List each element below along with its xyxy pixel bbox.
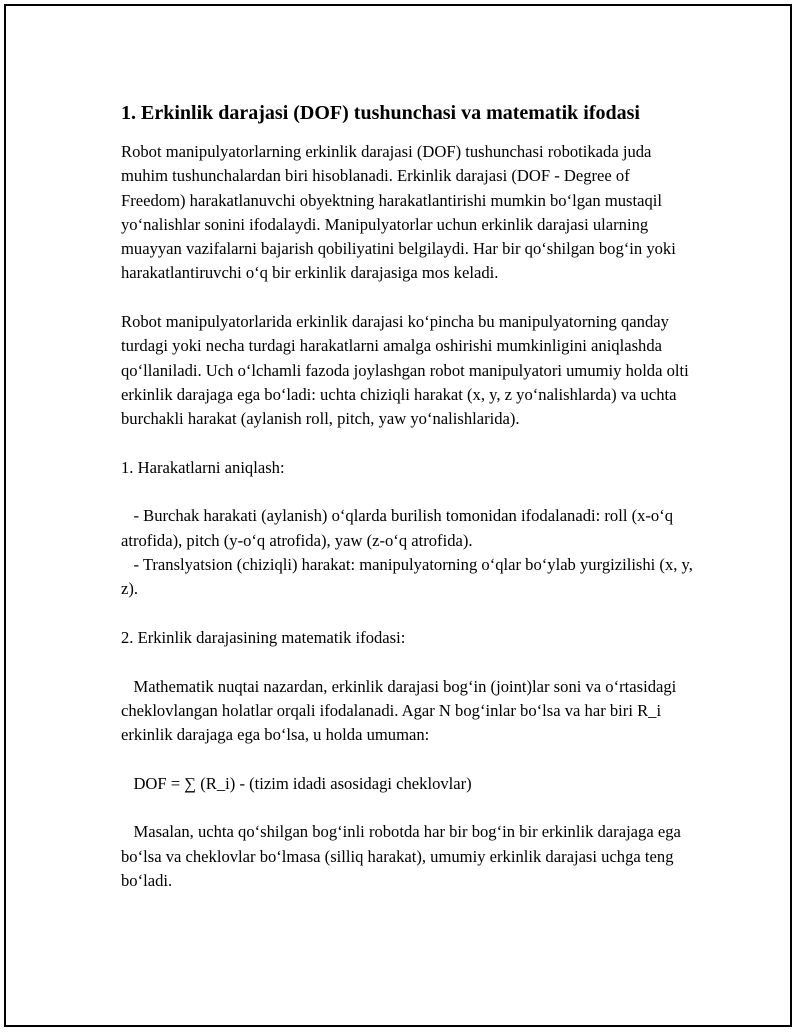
paragraph-example: Masalan, uchta qo‘shilgan bog‘inli robotda har bir bog‘in bir erkinlik darajaga ega bo‘lsa va cheklovlar bo‘lmasa (silliq harakat), umumiy erkinlik darajasi uchga teng bo‘ladi. (121, 822, 686, 890)
paragraph-dof-intro: Robot manipulyatorlarning erkinlik darajasi (DOF) tushunchasi robotikada juda muhim tushunchalardan biri hisoblanadi. Erkinlik darajasi (DOF - Degree of Freedom) harakatlanuvchi obyektning harakatlantirishi mumkin bo‘lgan mustaqil yo‘nalishlar sonini ifodalaydi. Manipulyatorlar uchun erkinlik darajasi ularning muayyan vazifalarni bajarish qobiliyatini belgilaydi. Har bir qo‘shilgan bog‘in yoki harakatlantiruvchi o‘q bir erkinlik darajasiga mos keladi. (121, 142, 676, 283)
paragraph-motion-types: - Burchak harakati (aylanish) o‘qlarda burilish tomonidan ifodalanadi: roll (x-o‘q atrofida), pitch (y-o‘q atrofida), yaw (z-o‘q atrofida). - Translyatsion (chiziqli) harakat: manipulyatorning o‘qlar bo‘ylab yurgizilishi (x, y, z). (121, 506, 693, 599)
section-title: 1. Erkinlik darajasi (DOF) tushunchasi va matematik ifodasi (121, 102, 640, 124)
formula-dof: DOF = ∑ (R_i) - (tizim idadi asosidagi cheklovlar) (121, 773, 472, 793)
paragraph-math-definition: Mathematik nuqtai nazardan, erkinlik darajasi bog‘in (joint)lar soni va o‘rtasidagi cheklovlangan holatlar orqali ifodalanadi. Agar N bog‘inlar bo‘lsa va har biri R_i erkinlik darajaga ega bo‘lsa, u holda umuman: (121, 676, 681, 745)
paragraph-dof-manipulators: Robot manipulyatorlarida erkinlik darajasi ko‘pincha bu manipulyatorning qanday turdagi yoki necha turdagi harakatlarni amalga oshirishi mumkinligini aniqlashda qo‘llaniladi. Uch o‘lchamli fazoda joylashgan robot manipulyatori umumiy holda olti erkinlik darajaga ega bo‘ladi: uchta chiziqli harakat (x, y, z yo‘nalishlarda) va uchta burchakli harakat (aylanish roll, pitch, yaw yo‘nalishlarida). (121, 312, 689, 429)
list-heading-math: 2. Erkinlik darajasining matematik ifodasi: (121, 627, 406, 647)
list-heading-motions: 1. Harakatlarni aniqlash: (121, 457, 285, 477)
page-frame (4, 4, 792, 1027)
document-body (121, 100, 696, 893)
